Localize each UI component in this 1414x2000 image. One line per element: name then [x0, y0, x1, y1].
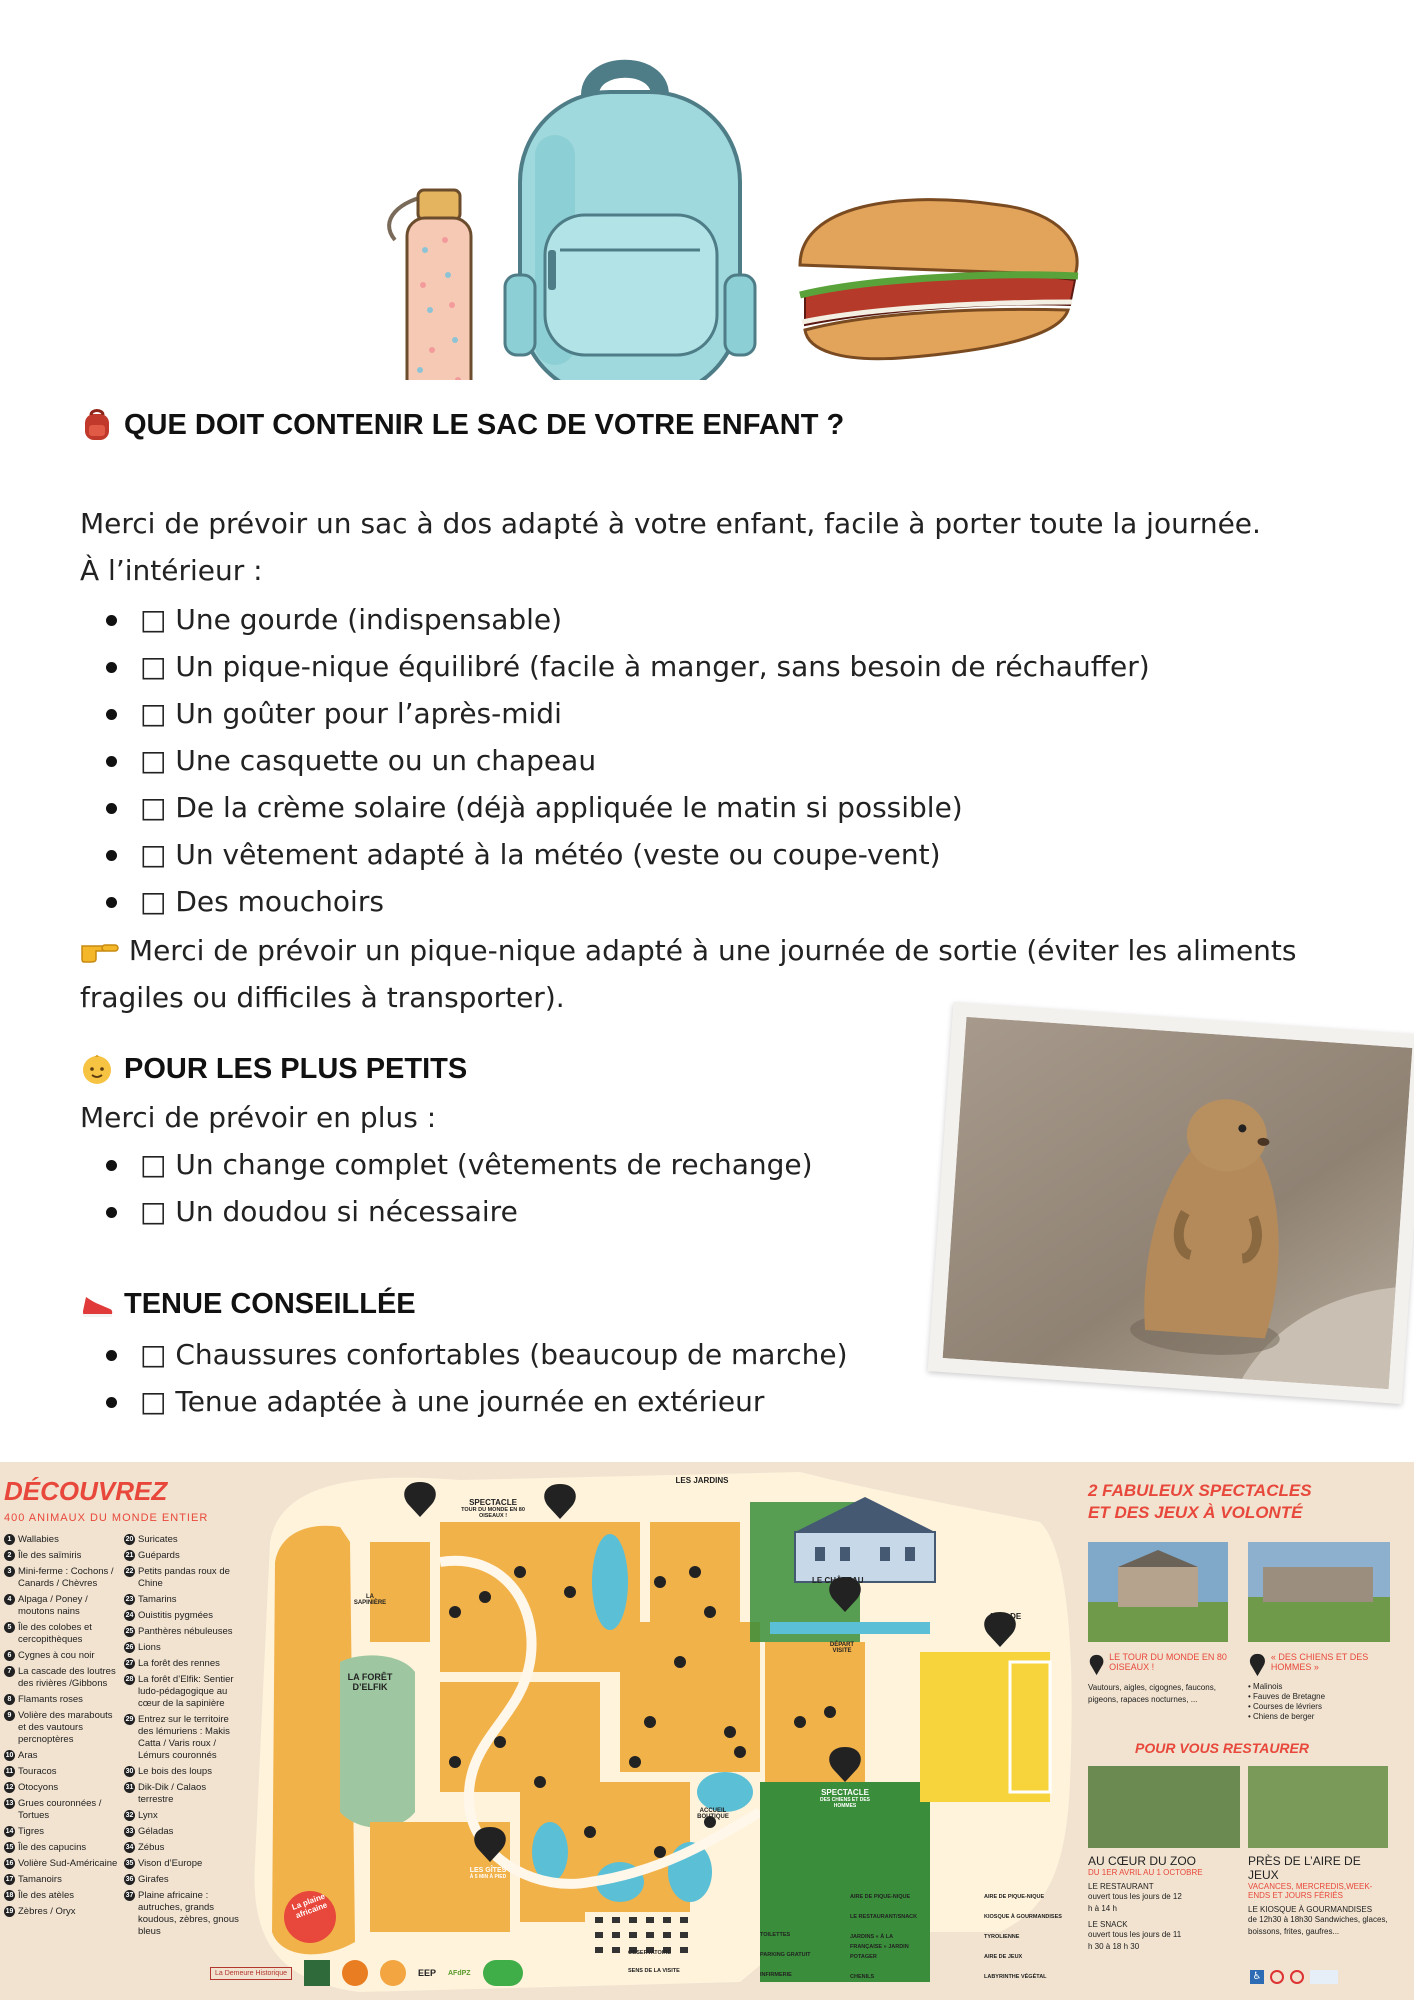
legend-item: 22 Petits pandas roux de Chine [125, 1566, 230, 1589]
legend-item: 20 Suricates [125, 1534, 178, 1545]
legend-item: 23 Tamarins [125, 1594, 177, 1605]
legend-item: 30 Le bois des loups [125, 1766, 212, 1777]
legend-item: 2 Île des saïmiris [4, 1550, 122, 1562]
show2-info: « DES CHIENS ET DES HOMMES » • Malinois • Fauves de Bretagne • Courses de lévriers • Chiens de berger [1248, 1652, 1369, 1721]
service-item: CHENILS [850, 1974, 875, 1980]
show1-photo [1088, 1542, 1228, 1642]
service-item: INFIRMERIE [760, 1972, 792, 1978]
map-title: DÉCOUVREZ [4, 1476, 168, 1506]
small-kids-title-text: POUR LES PLUS PETITS [124, 1052, 468, 1085]
bag-intro [80, 500, 1360, 594]
legend-item: 28 La forêt d’Elfik: Sentier ludo-pédagogique au cœur de la sapinière [125, 1674, 234, 1709]
legend-item: 21 Guépards [125, 1550, 180, 1561]
water-bottle-icon [389, 190, 471, 380]
prairie-dog-photo [928, 1002, 1414, 1404]
service-item: SENS DE LA VISITE [628, 1968, 680, 1974]
legend-item: 26 Lions [125, 1642, 161, 1653]
legend-item: 36 Girafes [125, 1874, 169, 1885]
legend-item: 31 Dik-Dik / Calaos terrestre [125, 1782, 207, 1805]
shows-title: 2 FABULEUX SPECTACLES ET DES JEUX À VOLONTÉ [1088, 1481, 1312, 1522]
list-item: □ Une gourde (indispensable) [106, 596, 1150, 643]
list-item: □ Un doudou si nécessaire [106, 1188, 813, 1235]
food1-info: AU CŒUR DU ZOO DU 1ER AVRIL AU 1 OCTOBRE LE RESTAURANT ouvert tous les jours de 12 h à 14 h LE SNACK ouvert tous les jours de 11 h 30 à 18 h 30 [1088, 1854, 1203, 1951]
bag-intro-line2: À l’intérieur : [80, 554, 263, 587]
logo-afdpz: AFdPZ [448, 1969, 471, 1977]
service-item: LE RESTAURANT/SNACK [850, 1914, 918, 1920]
prairie-dog-image [943, 1017, 1413, 1389]
logo-demeure-historique: La Demeure Historique [210, 1967, 292, 1980]
list-item: □ Un goûter pour l’après-midi [106, 690, 1150, 737]
small-kids-section-title [80, 1052, 467, 1086]
jardins-label: LES JARDINS [675, 1476, 729, 1485]
legend-item: 24 Ouistitis pygmées [125, 1610, 213, 1621]
service-item: PARKING GRATUIT [760, 1952, 811, 1958]
kiosk-photo [1248, 1766, 1388, 1848]
logo-circle-orange [342, 1960, 368, 1986]
legend-item: 15 Île des capucins [5, 1842, 87, 1853]
legend-item: 33 Géladas [125, 1826, 174, 1837]
bag-intro-line1: Merci de prévoir un sac à dos adapté à votre enfant, facile à porter toute la journée. [80, 507, 1261, 540]
list-item: □ Un change complet (vêtements de rechange) [106, 1141, 813, 1188]
legend-item: 11 Touracos [5, 1766, 57, 1777]
legend-item: 9 Volière des marabouts et des vautours percnoptères [4, 1710, 122, 1746]
legend-item: 4 Alpaga / Poney / moutons nains [4, 1594, 122, 1618]
legend-item: 29 Entrez sur le territoire des lémuriens : Makis Catta / Varis roux / Lémurs couronnés [125, 1714, 230, 1761]
legend-item: 32 Lynx [125, 1810, 158, 1821]
legend-item: 7 La cascade des loutres des rivières /Gibbons [4, 1666, 122, 1690]
list-item: □ Tenue adaptée à une journée en extérieur [106, 1378, 848, 1425]
accessibility-icon: ♿ [1250, 1970, 1264, 1984]
service-item: TOILETTES [760, 1932, 791, 1938]
outfit-checklist [106, 1331, 848, 1425]
baby-emoji-icon [80, 1052, 114, 1086]
services-legend-col3 [628, 1944, 680, 1980]
aire-de-jeux-area [920, 1652, 1050, 1802]
legend-item: 25 Panthères nébuleuses [125, 1626, 233, 1637]
legend-item: 17 Tamanoirs [5, 1874, 62, 1885]
list-item: □ Des mouchoirs [106, 878, 1150, 925]
picnic-note-text1: Merci de prévoir un pique-nique adapté à une journée de sortie (éviter les aliments [128, 934, 1297, 967]
service-item: JARDINS « À LA FRANÇAISE » JARDIN POTAGER [850, 1934, 909, 1960]
picnic-note [80, 927, 1360, 1021]
sapiniere-label: LA SAPINIÈRE [353, 1594, 387, 1606]
legend-item: 18 Île des atèles [5, 1890, 74, 1901]
list-item: □ Un pique-nique équilibré (facile à manger, sans besoin de réchauffer) [106, 643, 1150, 690]
services-legend-col0 [760, 1902, 811, 1980]
legend-item: 1 Wallabies [4, 1534, 122, 1546]
sandwich-icon [800, 200, 1078, 359]
services-legend-col1 [850, 1892, 920, 1982]
outfit-title-text: TENUE CONSEILLÉE [124, 1287, 416, 1320]
bag-title-text: QUE DOIT CONTENIR LE SAC DE VOTRE ENFANT ? [124, 408, 845, 441]
picnic-note-line2: fragiles ou difficiles à transporter). [80, 981, 565, 1014]
spectacle2-label: SPECTACLE DES CHIENS ET DES HOMMES [819, 1788, 870, 1809]
sneaker-emoji-icon [80, 1287, 114, 1321]
legend-item: 34 Zébus [125, 1842, 165, 1853]
partner-logos [210, 1960, 523, 1986]
pointing-hand-icon [80, 937, 120, 963]
legend-item: 27 La forêt des rennes [125, 1658, 220, 1669]
legend-item: 19 Zèbres / Oryx [5, 1906, 76, 1917]
bird-pin-icon [1088, 1652, 1105, 1678]
service-item: TYROLIENNE [984, 1934, 1020, 1940]
legend-item: 12 Otocyons [5, 1782, 59, 1793]
services-legend-col2 [984, 1892, 1062, 1982]
show1-info: LE TOUR DU MONDE EN 80 OISEAUX ! Vautours, aigles, cigognes, faucons, pigeons, rapaces nocturnes, ... [1088, 1652, 1227, 1704]
service-item: AIRE DE JEUX [984, 1954, 1023, 1960]
small-kids-checklist [106, 1141, 813, 1235]
spectacle-label: SPECTACLE TOUR DU MONDE EN 80 OISEAUX ! [461, 1498, 525, 1519]
restaurant-photo [1088, 1766, 1240, 1848]
no-smoking-icon [1290, 1970, 1304, 1984]
aire-de-jeux-label: AIRE DE JEUX [988, 1612, 1022, 1630]
service-item: AIRE DE PIQUE-NIQUE [984, 1894, 1045, 1900]
legend-item: 14 Tigres [5, 1826, 45, 1837]
service-item: LABYRINTHE VÉGÉTAL [984, 1974, 1047, 1980]
legend-item: 8 Flamants roses [4, 1694, 122, 1706]
show2-photo [1248, 1542, 1390, 1642]
legend-item: 10 Aras [5, 1750, 38, 1761]
gites-label: LES GÎTES À 5 MIN À PIED [469, 1867, 507, 1880]
legend-item: 13 Grues couronnées / Tortues [5, 1798, 102, 1821]
list-item: □ Un vêtement adapté à la météo (veste ou coupe-vent) [106, 831, 1150, 878]
legend-item: 35 Vison d’Europe [125, 1858, 203, 1869]
list-item: □ De la crème solaire (déjà appliquée le matin si possible) [106, 784, 1150, 831]
access-icons [1250, 1970, 1338, 1984]
no-pets-icon [1270, 1970, 1284, 1984]
service-item: AIRE DE PIQUE-NIQUE [850, 1894, 911, 1900]
food2-info: PRÈS DE L’AIRE DE JEUX VACANCES, MERCREDIS,WEEK-ENDS ET JOURS FÉRIÉS LE KIOSQUE À GOURMANDISES de 12h30 à 18h30 Sandwiches, glaces, boissons, frites, gaufres... [1248, 1854, 1388, 1936]
legend-column-1 [4, 1534, 122, 1922]
plaine-label: La plaine africaine [290, 1891, 329, 1921]
legend-item: 16 Volière Sud-Américaine [5, 1858, 118, 1869]
small-kids-intro: Merci de prévoir en plus : [80, 1101, 437, 1134]
legend-item: 6 Cygnes à cou noir [4, 1650, 122, 1662]
legend-item: 37 Plaine africaine : autruches, grands koudous, zèbres, gnous bleus [125, 1890, 239, 1937]
bag-checklist [106, 596, 1150, 925]
legend-column-2 [124, 1534, 242, 1942]
bag-section-title [80, 408, 844, 442]
list-item: □ Une casquette ou un chapeau [106, 737, 1150, 784]
accueil-label: ACCUEIL BOUTIQUE [697, 1808, 729, 1820]
depart-visite-label: DÉPART VISITE [829, 1642, 855, 1654]
logo-square [304, 1960, 330, 1986]
logo-green-badge [483, 1960, 523, 1986]
legend-item: 5 Île des colobes et cercopithèques [4, 1622, 122, 1646]
picnic-note-line1 [80, 927, 1360, 974]
dog-pin-icon [1248, 1652, 1267, 1678]
chateau-label: LE CHÂTEAU [812, 1576, 864, 1585]
tourism-label-icon [1310, 1970, 1338, 1984]
map-subtitle: 400 ANIMAUX DU MONDE ENTIER [4, 1512, 209, 1524]
supplies-illustration [0, 40, 1414, 380]
foret-elfik-label: LA FORÊT D’ELFIK [347, 1672, 393, 1692]
zoo-map [0, 1462, 1414, 2000]
outfit-section-title [80, 1287, 416, 1321]
service-item: KIOSQUE À GOURMANDISES [984, 1914, 1062, 1920]
list-item: □ Chaussures confortables (beaucoup de marche) [106, 1331, 848, 1378]
logo-eep: EEP [417, 1968, 436, 1978]
legend-item: 3 Mini-ferme : Cochons / Canards / Chèvres [4, 1566, 122, 1590]
service-item: OBSERVATOIRE [628, 1950, 671, 1956]
food-title: POUR VOUS RESTAURER [1135, 1740, 1309, 1756]
zoo-map-drawing [240, 1462, 1080, 2000]
backpack-emoji-icon [80, 408, 114, 442]
logo-circle-amber [380, 1960, 406, 1986]
backpack-icon [505, 69, 755, 380]
